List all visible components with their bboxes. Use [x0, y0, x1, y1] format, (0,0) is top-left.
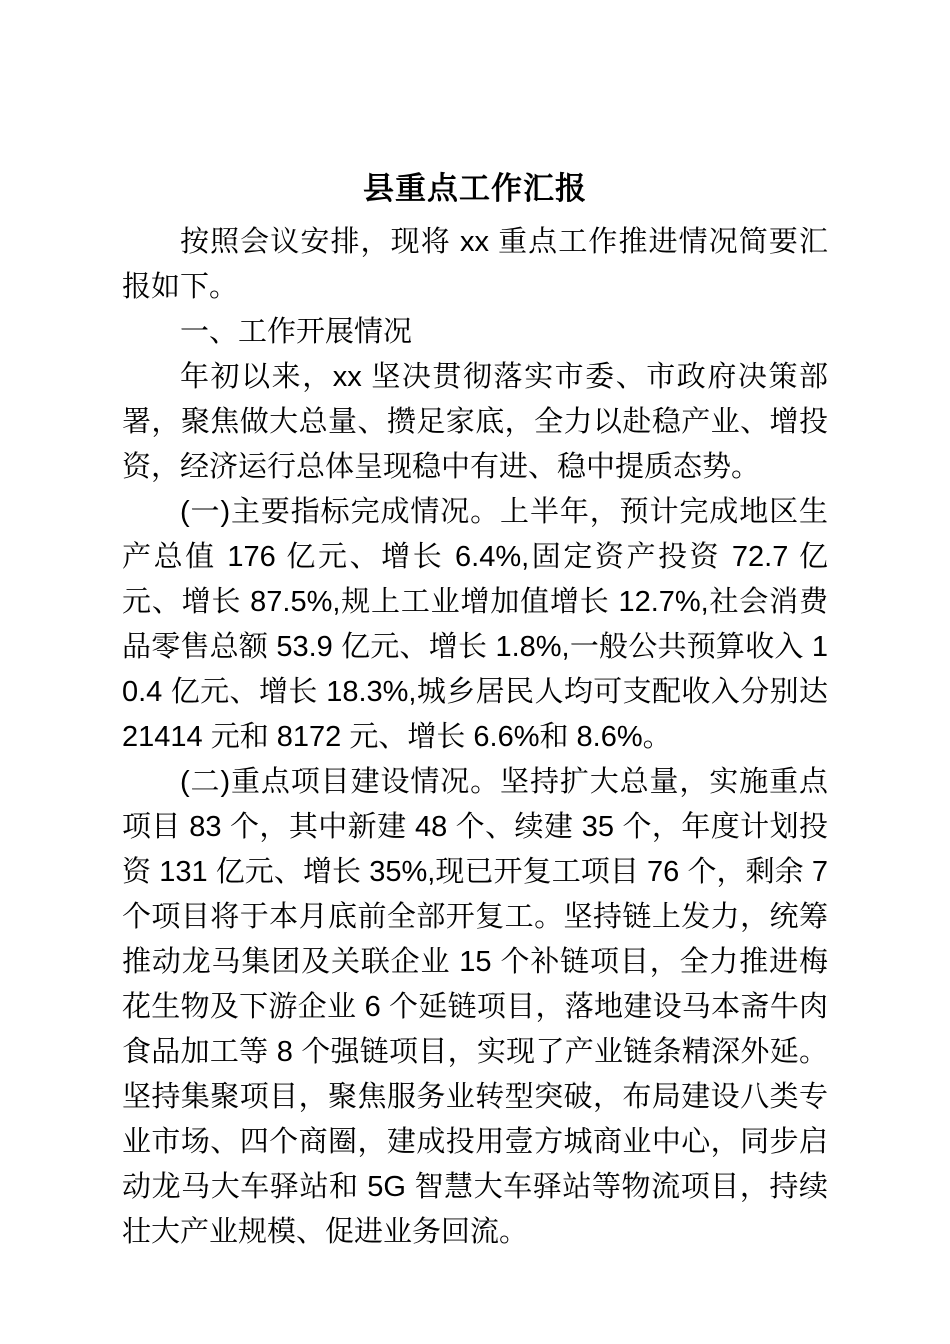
paragraph-key-indicators: (一)主要指标完成情况。上半年，预计完成地区生产总值 176 亿元、增长 6.4%,固定资产投资 72.7 亿元、增长 87.5%,规上工业增加值增长 12.7%,社会消费品零售总额 53.9 亿元、增长 1.8%,一般公共预算收入 10.4 亿元、增长 18.3%,城乡居民人均可支配收入分别达 21414 元和 8172 元、增长 6.6%和 8.6%。 — [122, 496, 828, 753]
paragraph-key-projects: (二)重点项目建设情况。坚持扩大总量，实施重点项目 83 个，其中新建 48 个、续建 35 个，年度计划投资 131 亿元、增长 35%,现已开复工项目 76 个，剩余 7 个项目将于本月底前全部开复工。坚持链上发力，统筹推动龙马集团及关联企业 15 个补链项目，全力推进梅花生物及下游企业 6 个延链项目，落地建设马本斋牛肉食品加工等 8 个强链项目，实现了产业链条精深外延。坚持集聚项目，聚焦服务业转型突破，布局建设八类专业市场、四个商圈，建成投用壹方城商业中心，同步启动龙马大车驿站和 5G 智慧大车驿站等物流项目，持续壮大产业规模、促进业务回流。 — [122, 766, 828, 1248]
paragraph-intro: 按照会议安排，现将 xx 重点工作推进情况简要汇报如下。 — [122, 226, 828, 303]
paragraph-overview: 年初以来，xx 坚决贯彻落实市委、市政府决策部署，聚焦做大总量、攒足家底，全力以赴稳产业、增投资，经济运行总体呈现稳中有进、稳中提质态势。 — [122, 361, 828, 483]
document-title: 县重点工作汇报 — [363, 171, 587, 206]
section-heading-work-progress: 一、工作开展情况 — [180, 316, 413, 348]
